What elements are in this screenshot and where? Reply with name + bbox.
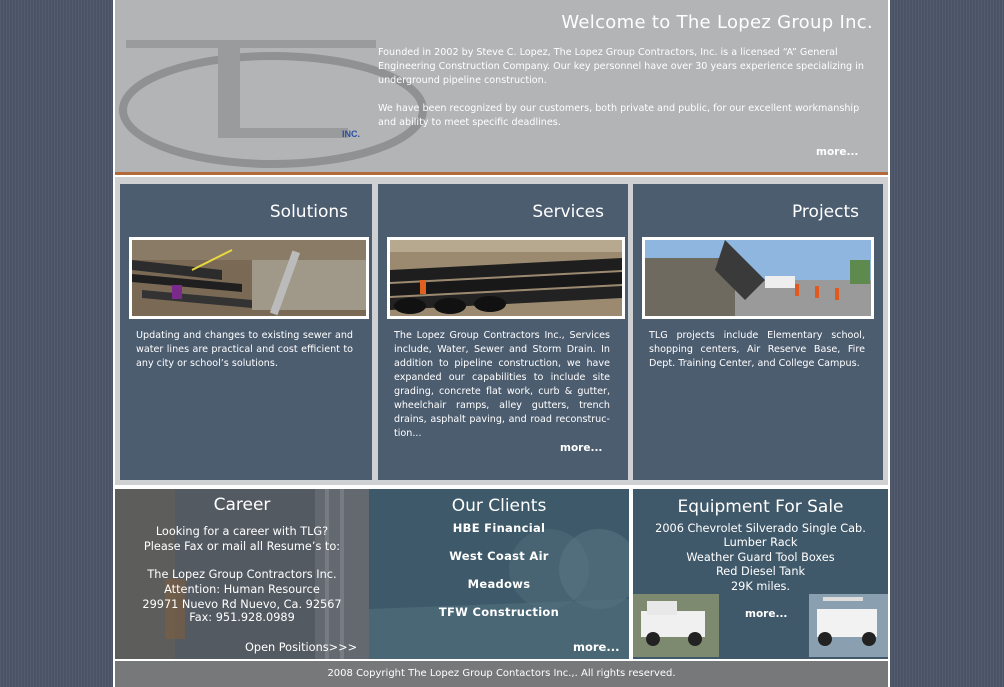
career-address-3: 29971 Nuevo Rd Nuevo, Ca. 92567 [142,598,342,611]
career-line-1: Looking for a career with TLG? [155,525,329,538]
feature-panels [115,177,888,485]
panel-title-services: Services [532,202,604,222]
equipment-box [633,489,888,659]
page-container [113,0,890,687]
panel-solutions [120,184,372,480]
equipment-line: Red Diesel Tank [715,565,806,578]
client-item: West Coast Air [449,549,549,563]
client-item: Meadows [467,577,531,591]
career-address-1: The Lopez Group Contractors Inc. [147,568,337,581]
panel-projects [633,184,883,480]
clients-more-link[interactable]: more... [573,640,620,654]
panel-services [378,184,628,480]
equipment-line: 2006 Chevrolet Silverado Single Cab. [655,522,866,535]
hero-divider [115,172,888,175]
client-item: HBE Financial [452,521,546,535]
welcome-heading: Welcome to The Lopez Group Inc. [561,12,873,33]
hero-section [115,0,888,172]
clients-title: Our Clients [451,496,547,516]
road-excavator-photo [642,237,874,319]
panel-text-projects: TLG projects include Elementary school, shopping centers, Air Reserve Base, Fire Dept. Training Center, and College Campus. [649,330,865,369]
career-fax: Fax: 951.928.0989 [189,611,295,624]
trench-pipes-photo [129,237,369,319]
intro-paragraph: Founded in 2002 by Steve C. Lopez, The Lopez Group Contractors, Inc. is a licensed “A” General Engineering Construction Company. Our key personnel have over 30 years experience specializing in underground pipeline construction. [378,47,864,86]
clients-box [369,489,629,659]
equipment-more-link[interactable]: more... [745,608,788,620]
client-item: TFW Construction [438,605,560,619]
career-line-2: Please Fax or mail all Resume’s to: [143,540,341,553]
panel-title-solutions: Solutions [269,202,348,222]
panel-text-services: The Lopez Group Contractors Inc., Services include, Water, Sewer and Storm Drain. In addition to pipeline construction, we have expanded our capabilities to include site grading, concrete flat work, curb & gutter, wheelchair ramps, alley gutters, trench drains, asphalt paving, and road reconstruc-tion... [394,330,610,439]
copyright-footer: 2008 Copyright The Lopez Group Contactors Inc.,. All rights reserved. [115,661,888,687]
open-positions-link[interactable]: Open Positions>>> [245,641,358,654]
equipment-line: Lumber Rack [723,536,798,549]
panel-text-solutions: Updating and changes to existing sewer and water lines are practical and cost efficient to any city or school’s solutions. [136,330,353,369]
recognition-paragraph: We have been recognized by our customers, both private and public, for our excellent workmanship and ability to meet specific deadlines. [378,103,860,128]
panel-title-projects: Projects [791,202,859,222]
equipment-title: Equipment For Sale [677,497,844,517]
equipment-line: 29K miles. [730,580,791,593]
bottom-boxes [115,489,888,659]
logo-inc-text: INC. [342,129,360,139]
career-title: Career [213,495,271,515]
storm-drain-pipes-photo [387,237,625,319]
equipment-line: Weather Guard Tool Boxes [686,551,835,564]
career-address-2: Attention: Human Resource [164,583,320,596]
career-box [115,489,369,659]
hero-more-link[interactable]: more... [816,146,859,158]
services-more-link[interactable]: more... [560,442,603,454]
